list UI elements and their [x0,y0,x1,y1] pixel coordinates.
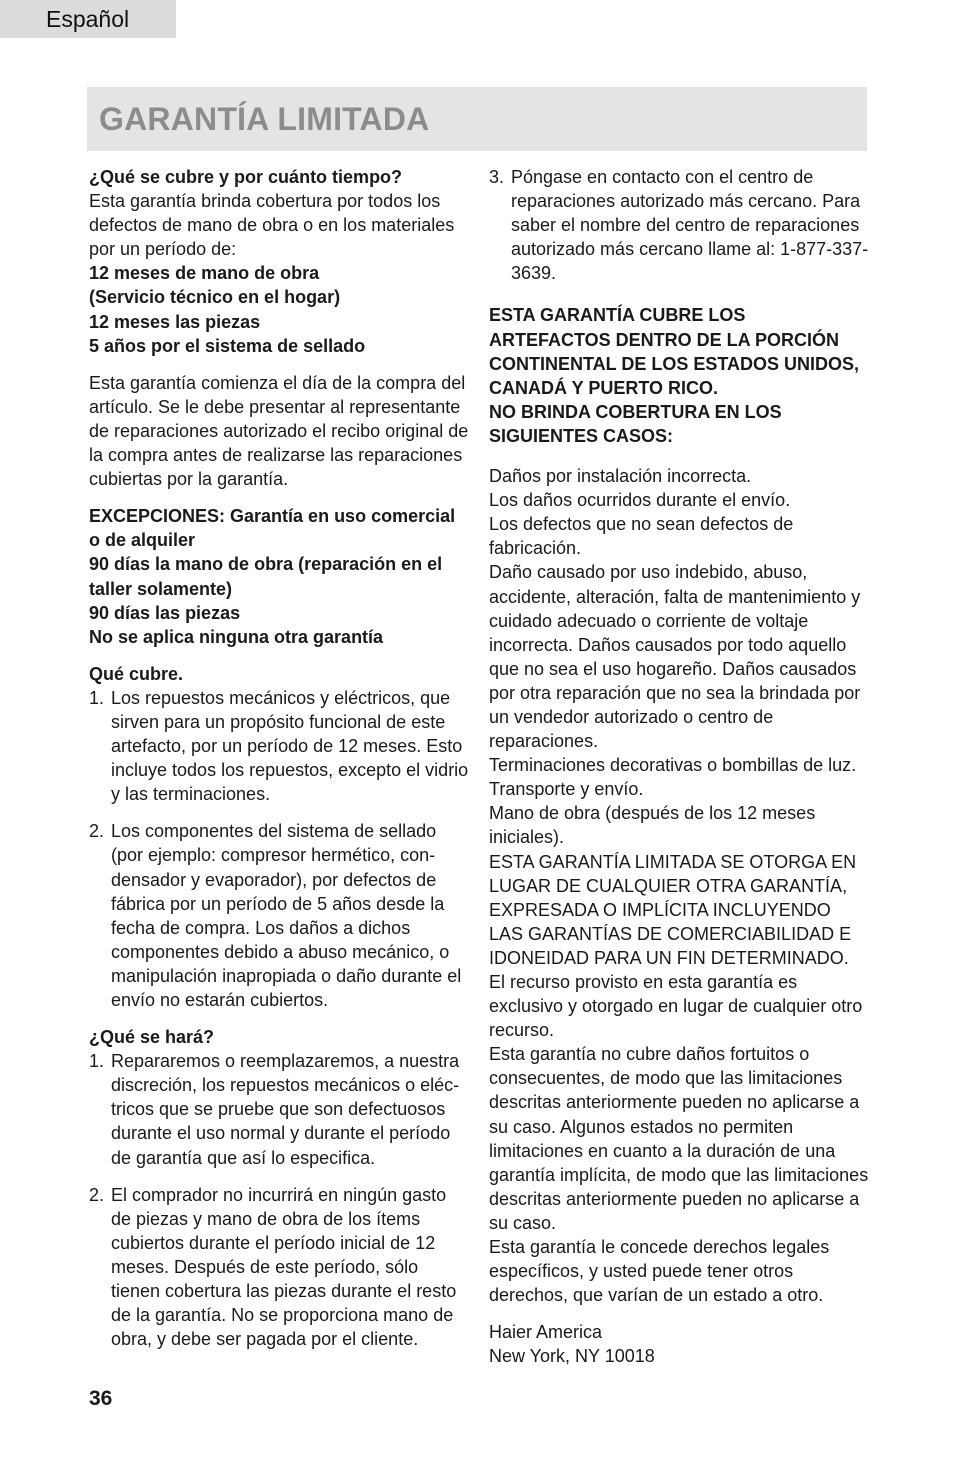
not-covered-item: Los defectos que no sean defectos de fabricación. [489,514,794,559]
list-item [89,1183,469,1352]
list-item [89,686,469,806]
not-covered-item: El recurso provisto en esta garantía es exclusivo y otorgado en lugar de cualquier otro recurso. [489,972,863,1041]
exception-line: EXCEPCIONES: Garantía en uso comercial o de alquiler [89,506,456,551]
not-covered-heading: NO BRINDA COBERTURA EN LOS SIGUIENTES CASOS: [489,401,782,446]
list-item-text: Póngase en contacto con el centro de reparaciones autorizado más cercano. Para saber el nombre del centro de reparaciones autorizado más cercano llame al: 1-877-337-3639. [511,167,869,284]
not-covered-item: Transporte y envío. [489,779,644,800]
language-tab: Español [0,0,176,38]
what-covered-list [89,686,469,1012]
coverage-term: 12 meses de mano de obra [89,263,320,284]
what-done-heading: ¿Qué se hará? [89,1027,215,1048]
list-item [89,1049,469,1169]
contact-list [489,165,869,285]
right-column [489,165,869,1369]
what-covered-heading: Qué cubre. [89,663,184,684]
company-name: Haier America [489,1322,603,1343]
scope-heading: ESTA GARANTÍA CUBRE LOS ARTEFACTOS DENTRO DE LA PORCIÓN CONTINENTAL DE LOS ESTADOS UNIDOS, CANADÁ Y PUERTO RICO. [489,305,860,398]
what-done-list [89,1049,469,1351]
coverage-term: (Servicio técnico en el hogar) [89,287,341,308]
not-covered-list [489,464,869,1307]
coverage-term: 5 años por el sistema de sellado [89,335,366,356]
not-covered-item: Mano de obra (después de los 12 meses iniciales). [489,803,816,848]
list-item [89,819,469,1012]
coverage-term: 12 meses las piezas [89,311,261,332]
not-covered-item: Daños por instalación incorrecta. [489,466,752,487]
not-covered-item: Terminaciones decorativas o bombillas de luz. [489,755,857,776]
company-address: New York, NY 10018 [489,1346,655,1367]
list-item-text: Repararemos o reemplazaremos, a nuestra discreción, los repuestos mecánicos o eléctricos que se pruebe que son defectuosos durante el uso normal y durante el período de garantía que así lo especifica. [111,1051,460,1168]
list-number: 1. [89,1051,105,1072]
page-title: GARANTÍA LIMITADA [99,101,430,137]
not-covered-item: Daño causado por uso indebido, abuso, accidente, alteración, falta de mantenimiento y cuidado adecuado o corriente de voltaje incorrecta. Daños causados por todo aquello que no sea el uso hogareño. Daños causados por otra reparación que no sea la brindada por un vendedor autorizado o centro de reparaciones. [489,562,861,752]
title-banner [87,87,867,151]
list-number: 2. [89,821,105,842]
list-item-text: Los componentes del sistema de sellado (por ejemplo: compresor hermético, condensador y evaporador), por defectos de fábrica por un período de 5 años desde la fecha de compra. Los daños a dichos componentes debido a abuso mecánico, o manipulación inapropiada o daño durante el envío no estarán cubiertos. [111,821,462,1010]
list-number: 1. [89,687,105,708]
left-column [89,165,469,1351]
not-covered-item: ESTA GARANTÍA LIMITADA SE OTORGA EN LUGAR DE CUALQUIER OTRA GARANTÍA, EXPRESADA O IMPLÍCITA INCLUYENDO LAS GARANTÍAS DE COMERCIABILIDAD E IDONEIDAD PARA UN FIN DETERMINADO. [489,851,857,968]
coverage-heading: ¿Qué se cubre y por cuánto tiempo? [89,167,403,187]
exception-line: 90 días la mano de obra (reparación en el taller solamente) [89,554,443,599]
not-covered-item: Los daños ocurridos durante el envío. [489,490,791,511]
exception-line: No se aplica ninguna otra garantía [89,626,384,647]
warranty-start-text: Esta garantía comienza el día de la compra del artículo. Se le debe presentar al representante de reparaciones autorizado el recibo original de la compra antes de realizarse las reparaciones cubiertas por la garantía. [89,372,469,490]
list-item [489,165,869,285]
page-number: 36 [89,1387,113,1410]
list-number: 2. [89,1184,105,1205]
list-number: 3. [489,167,505,187]
list-item-text: Los repuestos mecánicos y eléctricos, que sirven para un propósito funcional de este artefacto, por un período de 12 meses. Esto incluye todos los repuestos, excepto el vidrio y las terminaciones. [111,687,469,805]
coverage-text: Esta garantía brinda cobertura por todos los defectos de mano de obra o en los materiales por un período de: [89,191,455,260]
exception-line: 90 días las piezas [89,602,241,623]
not-covered-item: Esta garantía no cubre daños fortuitos o consecuentes, de modo que las limitaciones descritas anteriormente pueden no aplicarse a su caso. Algunos estados no permiten limitaciones en cuanto a la duración de una garantía implícita, de modo que las limitaciones descritas anteriormente pueden no aplicarse a su caso. [489,1044,869,1233]
not-covered-item: Esta garantía le concede derechos legales específicos, y usted puede tener otros derechos, que varían de un estado a otro. [489,1237,830,1306]
list-item-text: El comprador no incurrirá en ningún gasto de piezas y mano de obra de los ítems cubiertos durante el período inicial de 12 meses. Después de este período, sólo tienen cobertura las piezas durante el resto de la garantía. No se proporciona mano de obra, y debe ser pagada por el cliente. [111,1184,457,1350]
